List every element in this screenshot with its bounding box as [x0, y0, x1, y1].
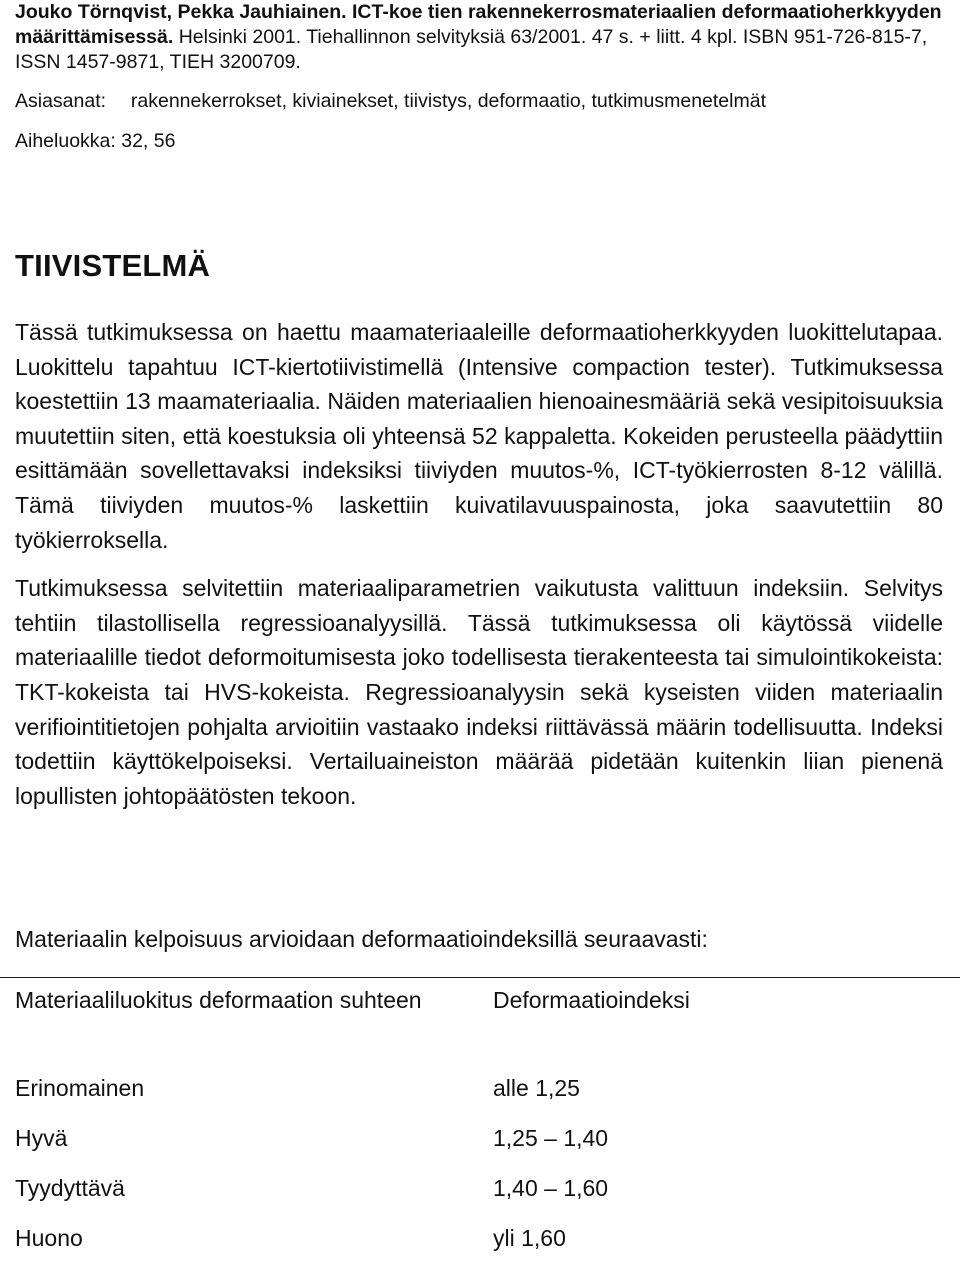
abstract-paragraph: Tutkimuksessa selvitettiin materiaaliparametrien vaikutusta valittuun indeksiin. Selvitys tehtiin tilastollisella regressioanalyysillä. Tässä tutkimuksessa oli käytössä viidelle materiaalille tiedot deformoitumisesta joko todellisesta tierakenteesta tai simulointikokeista: TKT-kokeista tai HVS-kokeista. Regressioanalyysin sekä kyseisten viiden materiaalin verifiointitietojen pohjalta arvioitiin vastaako indeksi riittävässä määrin todellisuutta. Indeksi todettiin käyttökelpoiseksi. Vertailuaineiston määrää pidetään kuitenkin liian pienenä lopullisten johtopäätösten tekoon. — [15, 575, 943, 809]
keywords-line — [15, 90, 766, 113]
classification-cell: Hyvä — [15, 1125, 68, 1151]
table-top-rule — [0, 977, 960, 978]
category-value: 32, 56 — [115, 130, 176, 152]
table-row — [15, 1171, 945, 1221]
abstract-paragraph: Tässä tutkimuksessa on haettu maamateriaaleille deformaatioherkkyyden luokittelutapaa. Luokittelu tapahtuu ICT-kiertotiivistimellä (Intensive compaction tester). Tutkimuksessa koestettiin 13 maamateriaalia. Näiden materiaalien hienoainesmääriä sekä vesipitoisuuksia muutettiin siten, että koestuksia oli yhteensä 52 kappaletta. Kokeiden perusteella päädyttiin esittämään sovellettavaksi indeksiksi tiiviyden muutos-%, ICT-työkierrosten 8-12 välillä. Tämä tiiviyden muutos-% laskettiin kuivatilavuuspainosta, joka saavutettiin 80 työkierroksella. — [15, 319, 943, 553]
classification-cell: Erinomainen — [15, 1075, 145, 1101]
column-header-index: Deformaatioindeksi — [493, 987, 690, 1013]
publication-details: Helsinki 2001. Tiehallinnon selvityksiä 63/2001. 47 s. + liitt. 4 kpl. ISBN 951-726-815-7, ISSN 1457-9871, TIEH 3200709. — [15, 26, 928, 73]
table-header-row — [15, 983, 945, 1071]
authors-title: Jouko Törnqvist, Pekka Jauhiainen. ICT-koe tien rakennekerrosmateriaalien deformaatioherkkyyden määrittämisessä. — [15, 1, 942, 48]
keywords-value: rakennekerrokset, kiviainekset, tiivistys, deformaatio, tutkimusmenetelmät — [130, 90, 766, 112]
index-cell: yli 1,60 — [493, 1225, 566, 1251]
table-row — [15, 1221, 945, 1271]
abstract-body — [15, 315, 943, 813]
document-page — [15, 0, 945, 1251]
deformation-index-table — [15, 983, 945, 1271]
index-cell: alle 1,25 — [493, 1075, 580, 1101]
index-cell: 1,40 – 1,60 — [493, 1175, 609, 1201]
column-header-classification: Materiaaliluokitus deformaation suhteen — [15, 987, 422, 1013]
bibliographic-reference — [15, 0, 945, 75]
abstract-heading: TIIVISTELMÄ — [15, 248, 211, 283]
classification-cell: Tyydyttävä — [15, 1175, 125, 1201]
category-label: Aiheluokka: — [15, 130, 116, 152]
keywords-label: Asiasanat: — [15, 90, 107, 112]
classification-cell: Huono — [15, 1225, 83, 1251]
table-lead-text: Materiaalin kelpoisuus arvioidaan deformaatioindeksillä seuraavasti: — [15, 926, 708, 952]
category-line — [15, 130, 175, 153]
table-row — [15, 1071, 945, 1121]
index-cell: 1,25 – 1,40 — [493, 1125, 609, 1151]
table-row — [15, 1121, 945, 1171]
